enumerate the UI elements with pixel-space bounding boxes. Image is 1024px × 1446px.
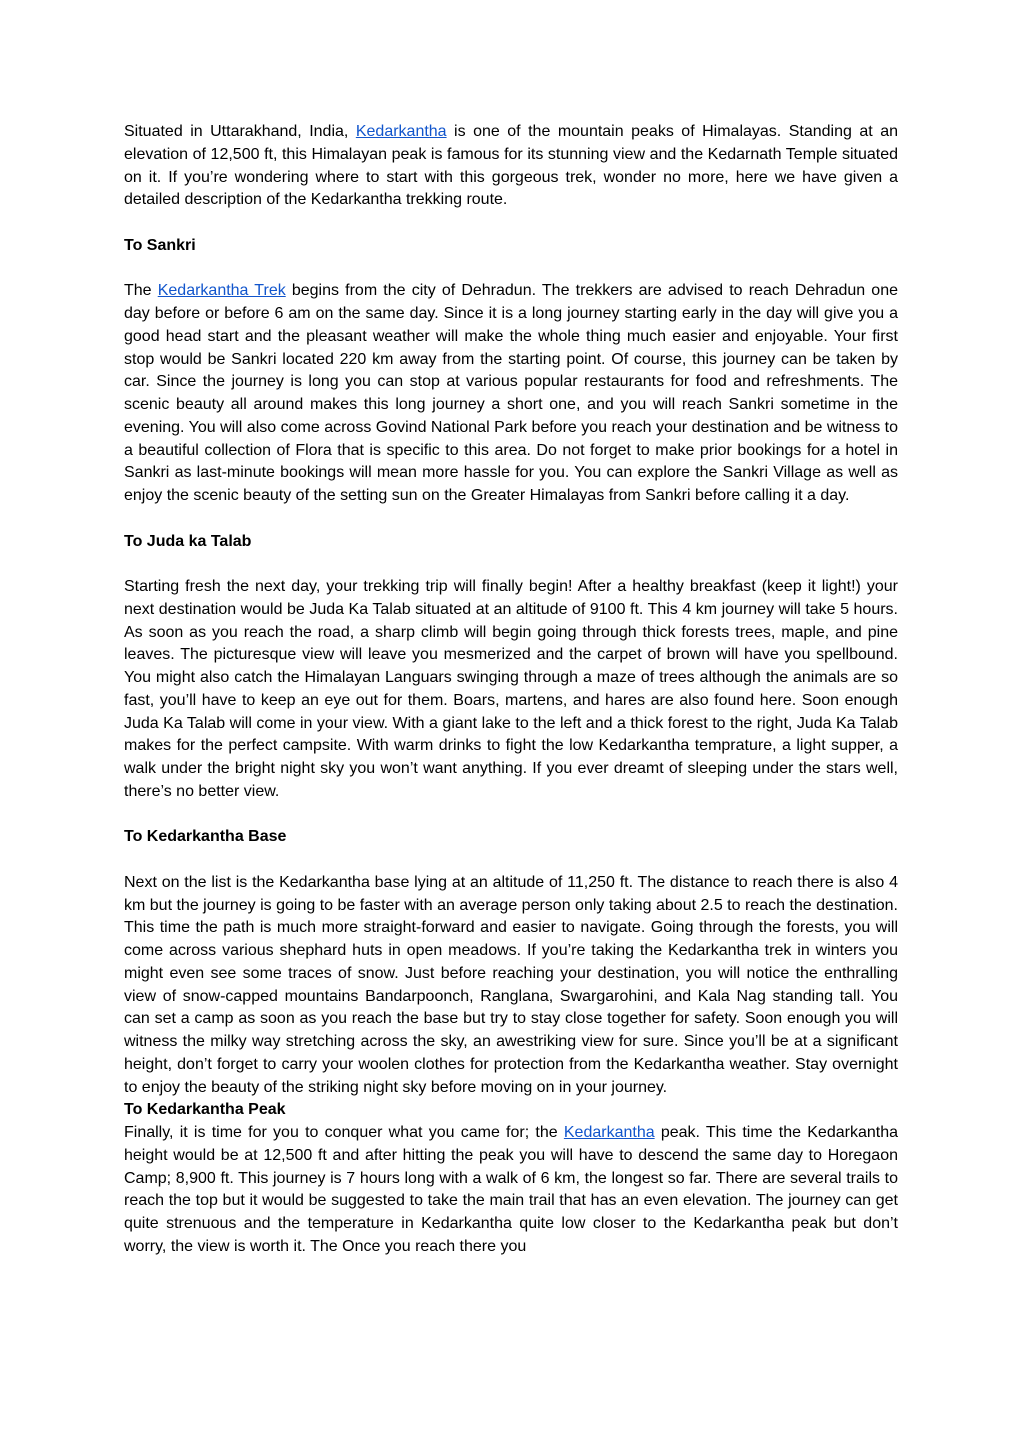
spacer — [124, 508, 898, 531]
kedarkantha-trek-link[interactable]: Kedarkantha Trek — [157, 282, 286, 300]
peak-paragraph — [124, 1122, 898, 1259]
kedarkantha-link[interactable]: Kedarkantha — [355, 123, 447, 140]
peak-text-start: Finally, it is time for you to conquer what you came for; the — [124, 1124, 564, 1141]
spacer — [124, 258, 898, 281]
sankri-text-start: The — [124, 282, 158, 300]
document-page — [124, 121, 898, 1259]
spacer — [124, 553, 898, 576]
intro-paragraph — [124, 121, 898, 212]
kedarkantha-peak-link[interactable]: Kedarkantha — [563, 1124, 655, 1141]
peak-heading: To Kedarkantha Peak — [124, 1101, 286, 1119]
intro-text-start: Situated in Uttarakhand, India, — [124, 123, 356, 140]
spacer — [124, 849, 898, 872]
base-heading: To Kedarkantha Base — [124, 828, 287, 846]
sankri-heading: To Sankri — [124, 236, 196, 254]
sankri-paragraph — [124, 280, 898, 508]
intro-text-end: is one of the mountain peaks of Himalayas. Standing at an elevation of 12,500 ft, this Himalayan peak is famous for its stunning view and the Kedarnath Temple situated on it. If you’re wondering where to start with this gorgeous trek, wonder no more, here we have given a detailed description of the Kedarkantha trekking route. — [124, 123, 898, 209]
sankri-text-end: begins from the city of Dehradun. The trekkers are advised to reach Dehradun one day before or before 6 am on the same day. Since it is a long journey starting early in the day will give you a good head start and the pleasant weather will make the whole thing much easier and enjoyable. Your first stop would be Sankri located 220 km away from the starting point. Of course, this journey can be taken by car. Since the journey is long you can stop at various popular restaurants for food and refreshments. The scenic beauty all around makes this long journey a short one, and you will reach Sankri sometime in the evening. You will also come across Govind National Park before you reach your destination and be witness to a beautiful collection of Flora that is specific to this area. Do not forget to make prior bookings for a hotel in Sankri as last-minute bookings will mean more hassle for you. You can explore the Sankri Village as well as enjoy the scenic beauty of the setting sun on the Greater Himalayas from Sankri before calling it a day. — [124, 282, 898, 504]
spacer — [124, 212, 898, 235]
peak-text-end: peak. This time the Kedarkantha height would be at 12,500 ft and after hitting the peak you will have to descend the same day to Horegaon Camp; 8,900 ft. This journey is 7 hours long with a walk of 6 km, the longest so far. There are several trails to reach the top but it would be suggested to take the main trail that has an even elevation. The journey can get quite strenuous and the temperature in Kedarkantha quite low closer to the Kedarkantha peak but don’t worry, the view is worth it. The Once you reach there you — [124, 1124, 898, 1255]
base-paragraph: Next on the list is the Kedarkantha base lying at an altitude of 11,250 ft. The distance to reach there is also 4 km but the journey is going to be faster with an average person only taking about 2.5 to reach the destination. This time the path is much more straight-forward and easier to navigate. Going through the forests, you will come across various shephard huts in open meadows. If you’re taking the Kedarkantha trek in winters you might even see some traces of snow. Just before reaching your destination, you will notice the enthralling view of snow-capped mountains Bandarpoonch, Ranglana, Swargarohini, and Kala Nag standing tall. You can set a camp as soon as you reach the base but try to stay close together for safety. Soon enough you will witness the milky way stretching across the sky, an awestriking view for sure. Since you’ll be at a significant height, don’t forget to carry your woolen clothes for protection from the Kedarkantha weather. Stay overnight to enjoy the beauty of the striking night sky before moving on in your journey. — [124, 873, 898, 1096]
juda-heading: To Juda ka Talab — [124, 532, 252, 550]
spacer — [124, 804, 898, 827]
juda-paragraph: Starting fresh the next day, your trekking trip will finally begin! After a healthy breakfast (keep it light!) your next destination would be Juda Ka Talab situated at an altitude of 9100 ft. This 4 km journey will take 5 hours. As soon as you reach the road, a sharp climb will begin going through thick forests trees, maple, and pine leaves. The picturesque view will leave you mesmerized and the carpet of brown will have you spellbound. You might also catch the Himalayan Languars swinging through a maze of trees although the animals are so fast, you’ll have to keep an eye out for them. Boars, martens, and hares are also found here. Soon enough Juda Ka Talab will come in your view. With a giant lake to the left and a thick forest to the right, Juda Ka Talab makes for the perfect campsite. With warm drinks to fight the low Kedarkantha temprature, a light supper, a walk under the bright night sky you won’t want anything. If you ever dreamt of sleeping under the stars well, there’s no better view. — [124, 578, 898, 800]
